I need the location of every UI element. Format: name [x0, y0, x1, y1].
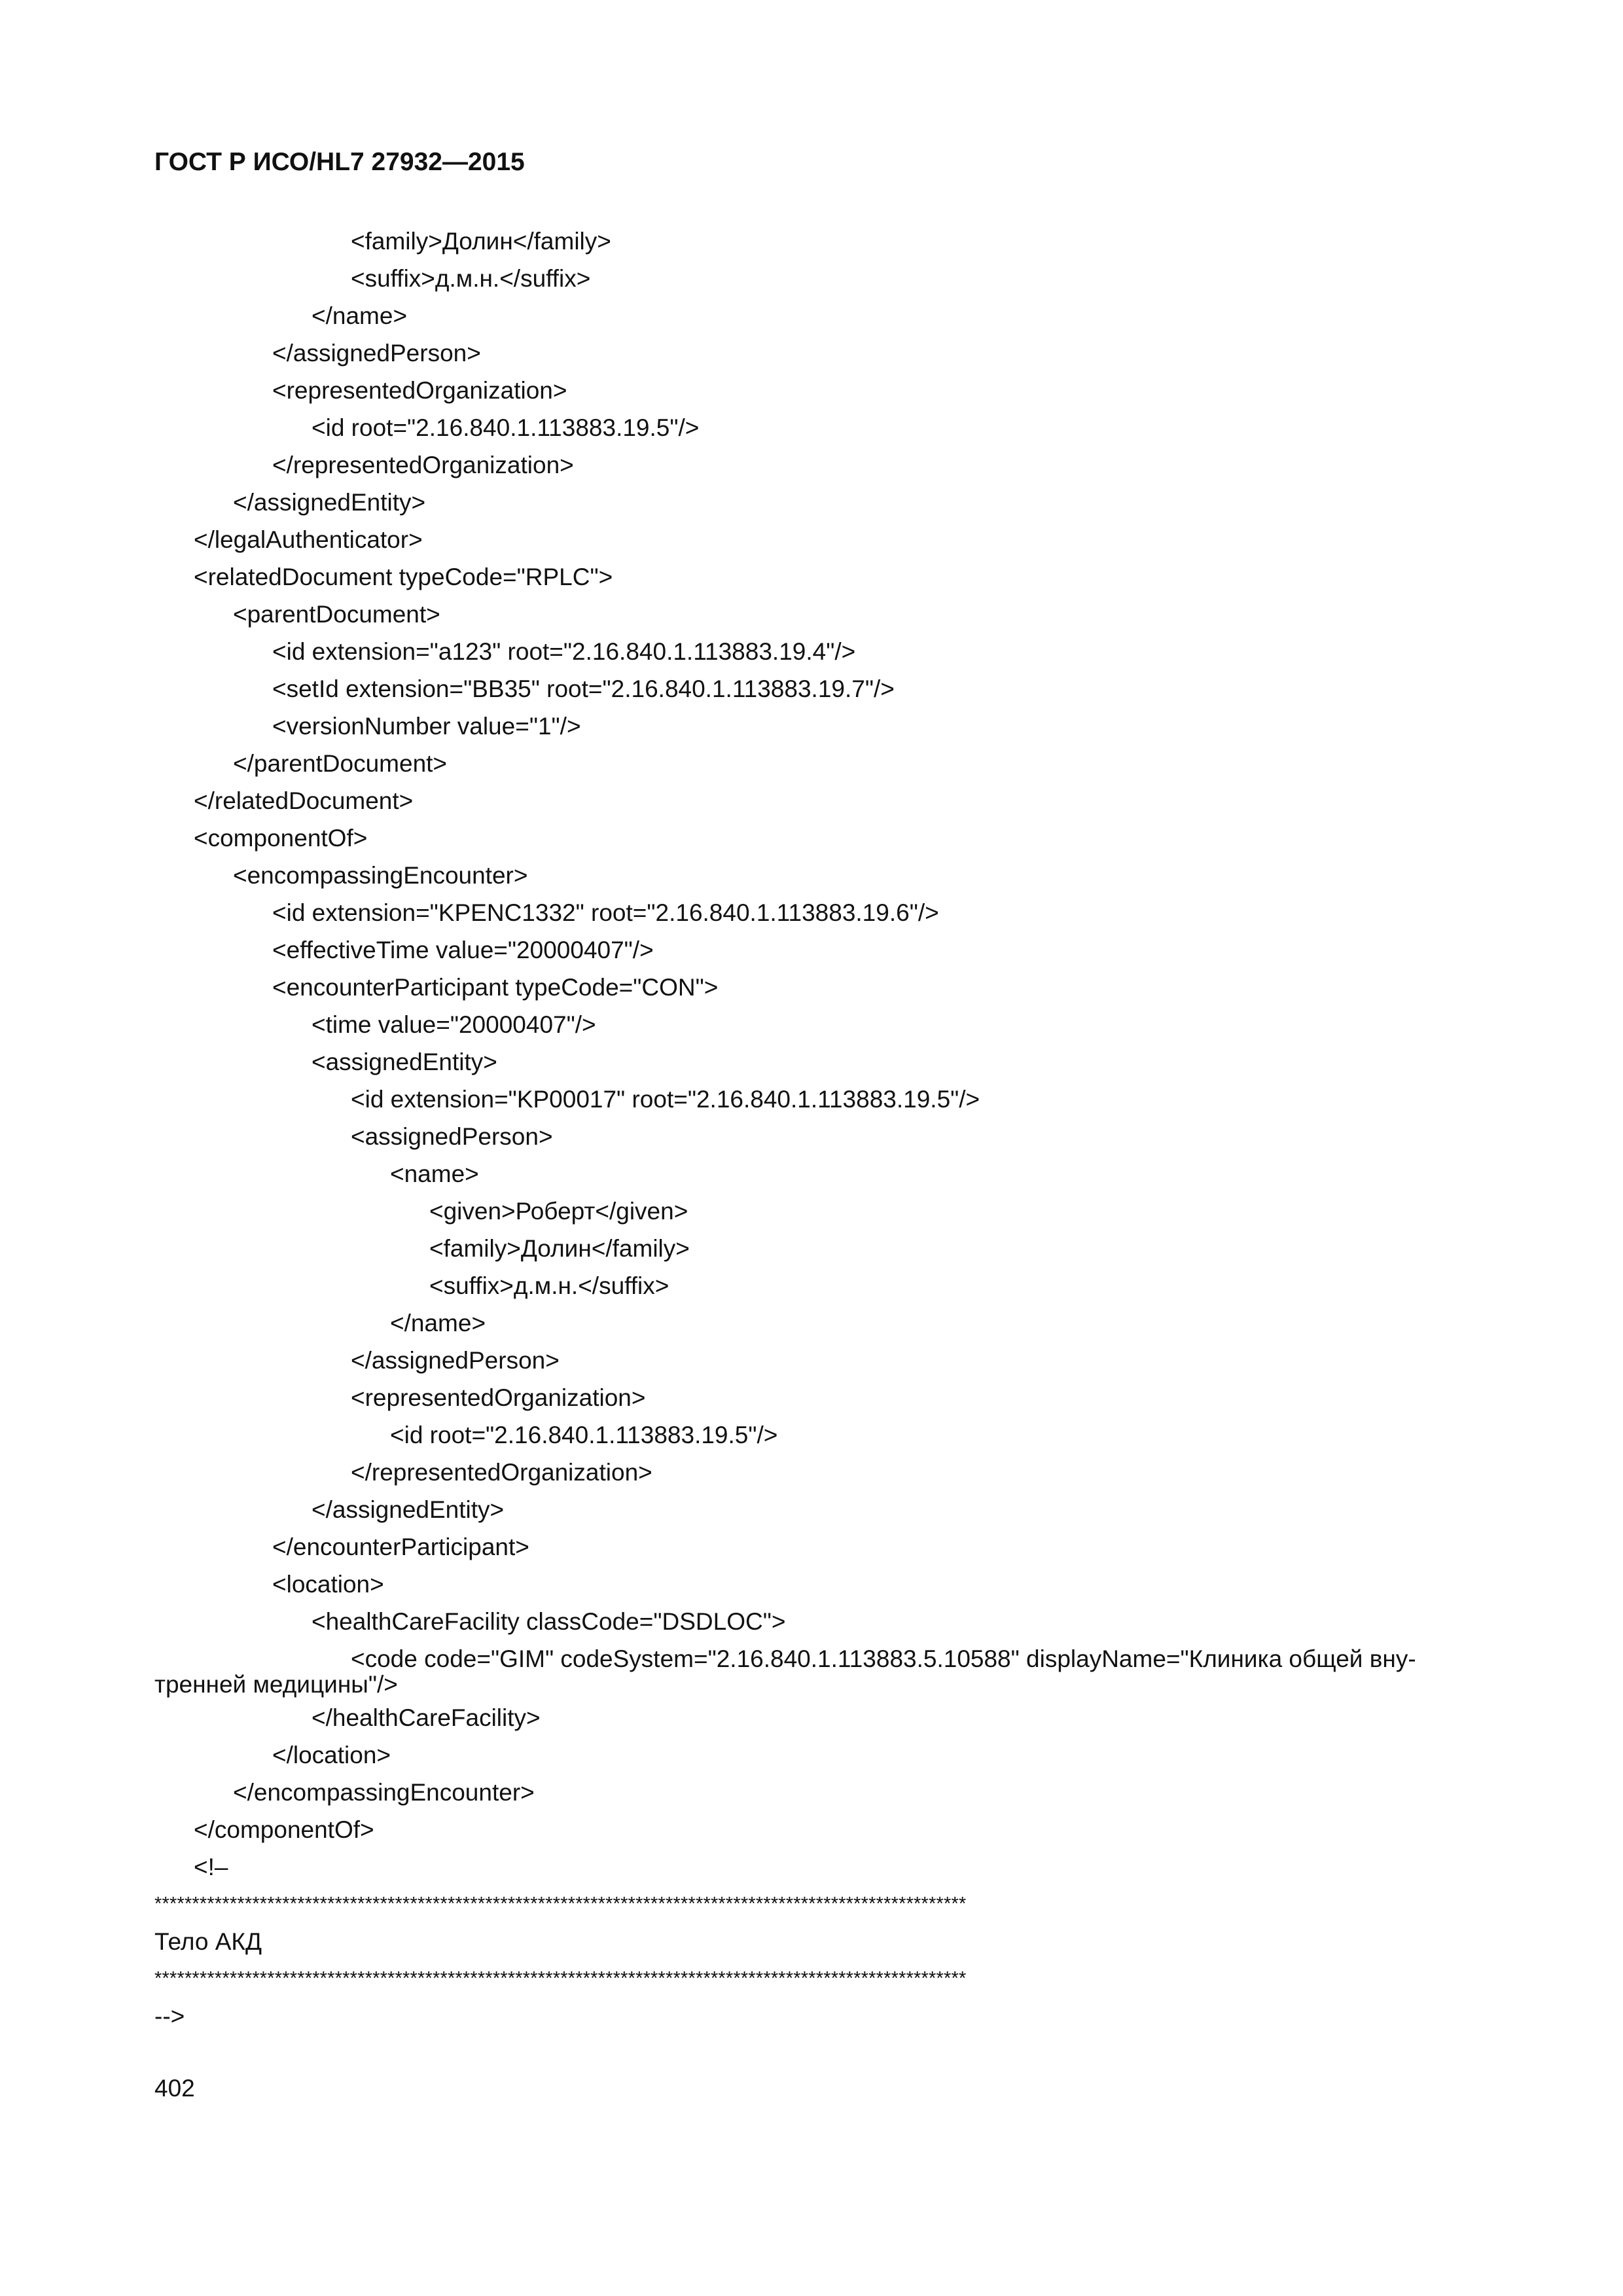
code-line: <location>	[272, 1571, 384, 1598]
code-line: <versionNumber value="1"/>	[272, 713, 581, 740]
code-line: <effectiveTime value="20000407"/>	[272, 937, 654, 963]
code-line: <parentDocument>	[233, 601, 440, 628]
code-line: <healthCareFacility classCode="DSDLOC">	[312, 1608, 786, 1635]
code-line: <!–	[194, 1854, 228, 1880]
code-line: </name>	[390, 1310, 486, 1336]
code-line: <id extension="a123" root="2.16.840.1.113883.19.4"/>	[272, 638, 856, 665]
page-number: 402	[154, 2075, 195, 2102]
code-line: </assignedPerson>	[272, 340, 481, 367]
code-line: <time value="20000407"/>	[312, 1011, 596, 1038]
code-line: <family>Долин</family>	[429, 1235, 690, 1262]
code-line: </legalAuthenticator>	[194, 526, 423, 553]
code-line: <relatedDocument typeCode="RPLC">	[194, 564, 613, 590]
xml-code-listing	[154, 223, 1470, 2035]
code-line: </assignedEntity>	[312, 1496, 505, 1523]
code-line: <name>	[390, 1160, 479, 1187]
code-line: -->	[154, 2003, 185, 2030]
separator-line: ************************************************************************************************************	[154, 1893, 967, 1914]
code-line: <suffix>д.м.н.</suffix>	[351, 265, 591, 292]
code-line: <id root="2.16.840.1.113883.19.5"/>	[312, 414, 700, 441]
code-line: </healthCareFacility>	[312, 1704, 541, 1731]
code-line: </name>	[312, 302, 408, 329]
code-line: <assignedEntity>	[312, 1049, 497, 1075]
code-line: Тело АКД	[154, 1928, 262, 1955]
code-line: </assignedEntity>	[233, 489, 426, 516]
code-line: </representedOrganization>	[272, 452, 574, 478]
code-line: <representedOrganization>	[272, 377, 567, 404]
code-line: <encounterParticipant typeCode="CON">	[272, 974, 719, 1001]
code-line: <representedOrganization>	[351, 1384, 646, 1411]
code-line: <id root="2.16.840.1.113883.19.5"/>	[390, 1422, 778, 1448]
code-line: </parentDocument>	[233, 750, 448, 777]
code-line: <family>Долин</family>	[351, 228, 611, 255]
code-line: <setId extension="BB35" root="2.16.840.1.113883.19.7"/>	[272, 675, 895, 702]
code-line: <encompassingEncounter>	[233, 862, 528, 889]
code-line: </componentOf>	[194, 1816, 374, 1843]
code-line: </representedOrganization>	[351, 1459, 652, 1486]
code-line: <given>Роберт</given>	[429, 1198, 688, 1225]
code-line: <id extension="KPENC1332" root="2.16.840.1.113883.19.6"/>	[272, 899, 939, 926]
code-line: </encompassingEncounter>	[233, 1779, 535, 1806]
code-line: </location>	[272, 1742, 391, 1768]
code-line: <assignedPerson>	[351, 1123, 553, 1150]
separator-line: ************************************************************************************************************	[154, 1968, 967, 1989]
document-header: ГОСТ Р ИСО/HL7 27932—2015	[154, 148, 525, 176]
code-line: тренней медицины"/>	[154, 1671, 398, 1698]
code-line: <componentOf>	[194, 825, 368, 852]
code-line: <id extension="KP00017" root="2.16.840.1.113883.19.5"/>	[351, 1086, 980, 1113]
code-line: </relatedDocument>	[194, 787, 414, 814]
code-line: <code code="GIM" codeSystem="2.16.840.1.113883.5.10588" displayName="Клиника общей вну-	[351, 1645, 1416, 1672]
code-line: </encounterParticipant>	[272, 1534, 529, 1560]
code-line: <suffix>д.м.н.</suffix>	[429, 1272, 669, 1299]
code-line: </assignedPerson>	[351, 1347, 560, 1374]
